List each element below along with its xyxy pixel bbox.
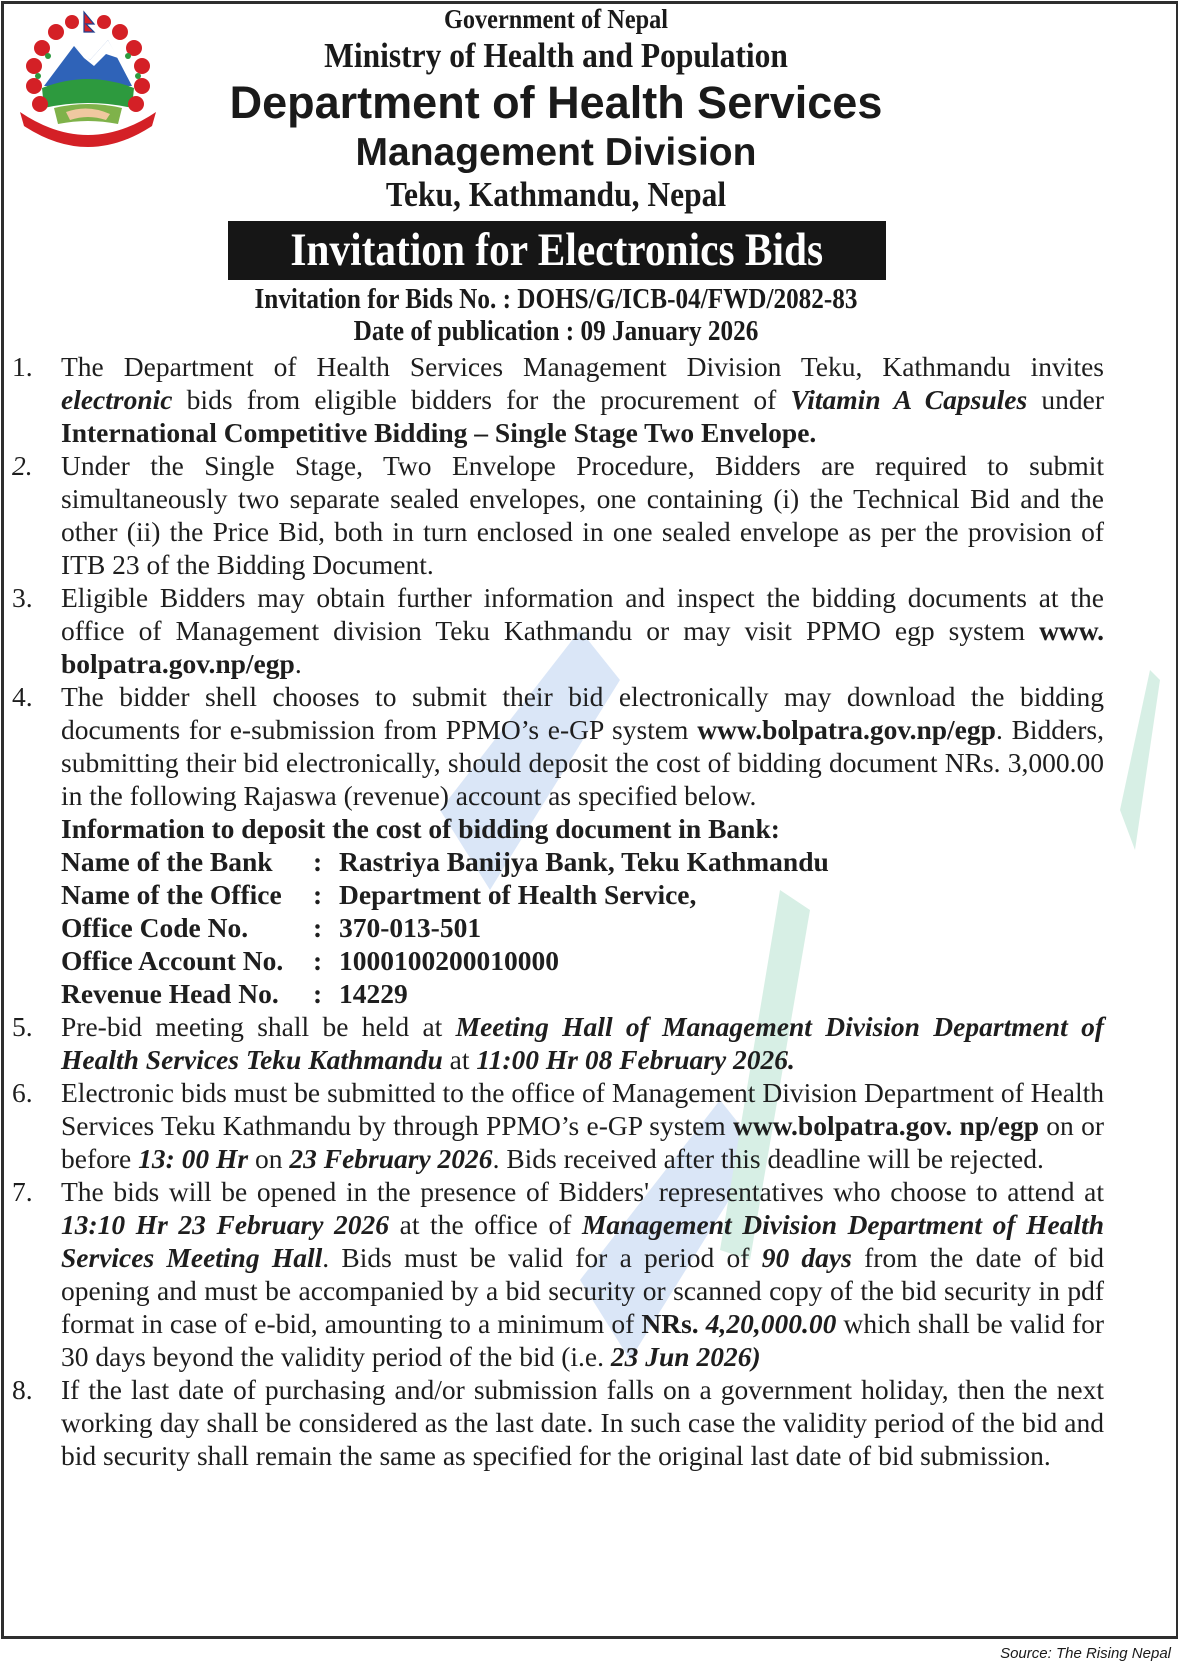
- list-item: [10, 1373, 1104, 1472]
- bank-info-separator: :: [313, 945, 323, 976]
- list-item-text: under: [1027, 384, 1104, 415]
- list-item-text: at: [442, 1044, 477, 1075]
- list-item-text: . Bids must be valid for a period of: [322, 1242, 762, 1273]
- bank-info-value: 14229: [339, 978, 408, 1009]
- header-location: Teku, Kathmandu, Nepal: [385, 175, 727, 214]
- bank-info-label: Name of the Office: [61, 879, 282, 910]
- bank-info-row: [10, 977, 1104, 1010]
- list-item-text: Eligible Bidders may obtain further information and inspect the bidding documents at the office of Management division Teku Kathmandu or may visit PPMO egp system: [61, 582, 1104, 646]
- bank-info-row: [10, 878, 1104, 911]
- bank-info-separator: :: [313, 978, 323, 1009]
- list-item-number: 1.: [12, 351, 33, 382]
- list-item-text: Vitamin A Capsules: [790, 384, 1028, 415]
- bank-info-separator: :: [313, 846, 323, 877]
- list-item-text: electronic: [61, 384, 173, 415]
- list-item-text: at the office of: [389, 1209, 582, 1240]
- bank-info-value: Rastriya Banijya Bank, Teku Kathmandu: [339, 846, 829, 877]
- list-item-number: 7.: [12, 1176, 33, 1207]
- list-item-text: www. bolpatra.gov.np/egp: [61, 615, 1104, 679]
- list-item-text: Electronic bids must be submitted to the office of Management Division Department of Health Services Teku Kathmandu by through PPMO’s e-GP system: [61, 1077, 1104, 1141]
- bank-info-separator: :: [313, 912, 323, 943]
- list-item-text: .: [294, 648, 302, 679]
- list-item-text: from the date of bid opening and must be accompanied by a bid security or scanned copy of the bid security in pdf format in case of e-bid, amounting to a minimum of: [61, 1242, 1104, 1339]
- list-item-text: If the last date of purchasing and/or submission falls on a government holiday, then the next working day shall be considered as the last date. In such case the validity period of the bid and bid security shall remain the same as specified for the original last date of bid submission.: [61, 1374, 1104, 1471]
- list-item-text: 90 days: [761, 1242, 852, 1273]
- bank-info-value: Department of Health Service,: [339, 879, 697, 910]
- bank-info-label: Office Code No.: [61, 912, 249, 943]
- list-item-text: Pre-bid meeting shall be held at: [61, 1011, 456, 1042]
- list-item-text: 23 February 2026: [289, 1143, 493, 1174]
- list-item-number: 4.: [12, 681, 33, 712]
- list-item-text: which shall be valid for 30 days beyond the validity period of the bid (i.e.: [61, 1308, 1105, 1372]
- list-item-number: 2.: [12, 450, 33, 481]
- bid-reference-number: Invitation for Bids No. : DOHS/G/ICB-04/FWD/2082-83: [254, 284, 858, 315]
- header-division: Management Division: [355, 131, 757, 174]
- header-department: Department of Health Services: [229, 77, 883, 128]
- list-item-text: . Bids received after this deadline will be rejected.: [492, 1143, 1044, 1174]
- list-item-text: [699, 1308, 706, 1339]
- list-item: [10, 1010, 1104, 1076]
- list-item-text: 23 Jun 2026): [610, 1341, 761, 1372]
- notice-body: [10, 350, 1104, 1472]
- bank-info-row: [10, 944, 1104, 977]
- list-item: [10, 1076, 1104, 1175]
- header-ministry: Ministry of Health and Population: [324, 36, 788, 75]
- list-item-text: Under the Single Stage, Two Envelope Procedure, Bidders are required to submit simultaneously two separate sealed envelopes, one containing (i) the Technical Bid and the other (ii) the Price Bid, both in turn enclosed in one sealed envelope as per the provision of ITB 23 of the Bidding Document.: [61, 450, 1104, 580]
- list-item-text: NRs.: [641, 1308, 699, 1339]
- list-item-text: Management Division Department of Health Services Meeting Hall: [61, 1209, 1105, 1273]
- list-item-text: bids from eligible bidders for the procurement of: [172, 384, 791, 415]
- list-item-text: . Bidders, submitting their bid electronically, should deposit the cost of bidding document NRs. 3,000.00 in the following Rajaswa (revenue) account as specified below.: [61, 714, 1104, 811]
- list-item-number: 3.: [12, 582, 33, 613]
- list-item-text: on: [248, 1143, 290, 1174]
- bank-info-label: Name of the Bank: [61, 846, 273, 877]
- list-item-text: on or before: [61, 1110, 1104, 1174]
- bank-info-label: Revenue Head No.: [61, 978, 279, 1009]
- list-item-text: The bids will be opened in the presence of Bidders' representatives who choose to attend at: [61, 1176, 1104, 1207]
- notice-title: Invitation for Electronics Bids: [290, 224, 824, 276]
- list-item-text: International Competitive Bidding – Single Stage Two Envelope.: [61, 417, 817, 448]
- bank-info-row: [10, 845, 1104, 878]
- list-item-text: The bidder shell chooses to submit their bid electronically may download the bidding documents for e-submission from PPMO’s e-GP system: [61, 681, 1104, 745]
- bank-info-label: Office Account No.: [61, 945, 284, 976]
- bank-info-row: [10, 911, 1104, 944]
- list-item-text: Meeting Hall of Management Division Department of Health Services Teku Kathmandu: [61, 1011, 1104, 1075]
- list-item-text: www.bolpatra.gov.np/egp: [697, 714, 996, 745]
- list-item: [10, 350, 1104, 449]
- bank-info-value: 370-013-501: [339, 912, 482, 943]
- list-item-text: www.bolpatra.gov. np/egp: [732, 1110, 1040, 1141]
- bank-info-value: 1000100200010000: [339, 945, 559, 976]
- list-item: [10, 449, 1104, 581]
- bank-info-separator: :: [313, 879, 323, 910]
- list-item: [10, 581, 1104, 680]
- notice-title-box: [228, 221, 886, 280]
- list-item-text: The Department of Health Services Management Division Teku, Kathmandu invites: [61, 351, 1104, 382]
- list-item-text: 11:00 Hr 08 February 2026.: [476, 1044, 795, 1075]
- list-item-text: 13: 00 Hr: [138, 1143, 249, 1174]
- list-item-text: 4,20,000.00: [705, 1308, 837, 1339]
- list-item-number: 8.: [12, 1374, 33, 1405]
- header-government: Government of Nepal: [443, 4, 669, 34]
- list-item: [10, 1175, 1104, 1373]
- source-credit: Source: The Rising Nepal: [1000, 1645, 1171, 1662]
- bank-info-heading: Information to deposit the cost of bidding document in Bank:: [61, 813, 780, 844]
- list-item-number: 6.: [12, 1077, 33, 1108]
- list-item-number: 5.: [12, 1011, 33, 1042]
- list-item: [10, 680, 1104, 812]
- publication-date: Date of publication : 09 January 2026: [353, 316, 759, 347]
- list-item-text: 13:10 Hr 23 February 2026: [61, 1209, 390, 1240]
